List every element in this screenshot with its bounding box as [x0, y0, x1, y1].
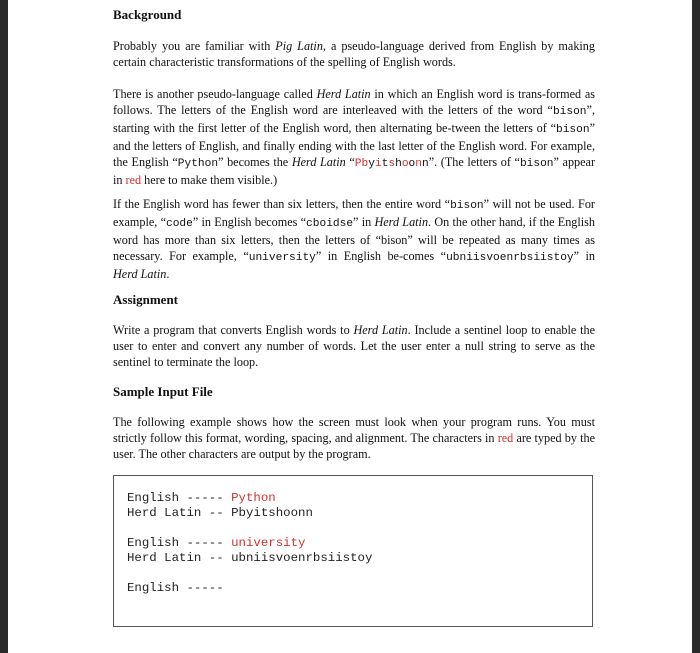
pbyitshoonn-example: Pbyitshoonn	[354, 158, 429, 170]
console-line-4: Herd Latin -- ubniisvoenrbsiistoy	[127, 551, 373, 565]
console-line-5: English -----	[127, 581, 224, 595]
sample-console-box	[113, 475, 593, 627]
document-page	[8, 0, 692, 653]
background-paragraph-2: There is another pseudo-language called Herd Latin in which an English word is trans-formed as follows. The letters of the English word are interleaved with the letters of the word “bison”, starting with the first letter of the English word, then alternating be-tween the letters of “bison” and the letters of English, and finally ending with the last letter of the English word. For example, the English “Python” becomes the Herd Latin “Pbyitshoonn”. (The letters of “bison” appear in red here to make them visible.)	[113, 87, 596, 187]
assignment-paragraph: Write a program that converts English words to Herd Latin. Include a sentinel loop to enable the user to enter and convert any number of words. Let the user enter a null string to serve as the sentinel to terminate the loop.	[113, 323, 595, 369]
assignment-heading: Assignment	[113, 292, 179, 307]
sample-heading: Sample Input File	[113, 384, 213, 399]
background-heading: Background	[113, 7, 182, 22]
console-line-1: English ----- Python	[127, 491, 276, 505]
console-line-3: English ----- university	[127, 536, 306, 550]
background-paragraph-3: If the English word has fewer than six letters, then the entire word “bison” will not be used. For example, “code” in English becomes “cboidse” in Herd Latin. On the other hand, if the English word has more than six letters, then the letters of “bison” will be repeated as many times as necessary. For example, “university” in English be-comes “ubniisvoenrbsiistoy” in Herd Latin.	[113, 197, 595, 281]
sample-paragraph: The following example shows how the screen must look when your program runs. You must strictly follow this format, wording, spacing, and alignment. The characters in red are typed by the user. The other characters are output by the program.	[113, 415, 596, 461]
console-line-2: Herd Latin -- Pbyitshoonn	[127, 506, 313, 520]
background-paragraph-1: Probably you are familiar with Pig Latin, a pseudo-language derived from English by making certain characteristic transformations of the spelling of English words.	[113, 39, 595, 69]
